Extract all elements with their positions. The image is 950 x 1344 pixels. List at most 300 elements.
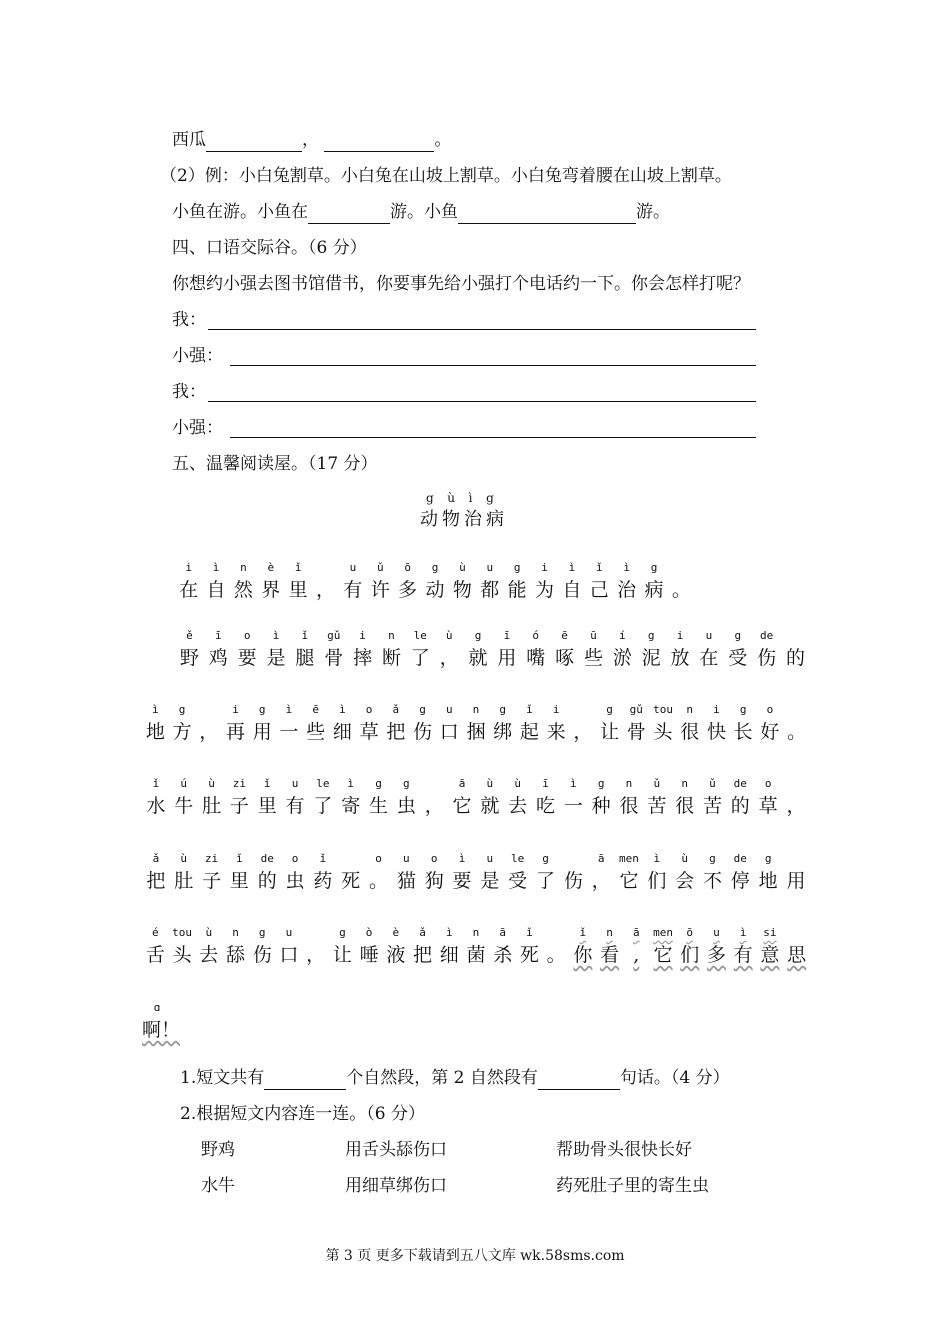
pinyin-syllable: é — [152, 926, 159, 939]
pinyin-line — [142, 851, 810, 867]
hanzi-line — [175, 576, 695, 604]
pinyin-syllable: ì — [339, 703, 346, 716]
hanzi-char: 苦 — [702, 795, 722, 817]
hanzi-char: 都 — [480, 579, 500, 601]
xigua-blank-1[interactable] — [206, 133, 302, 152]
hanzi-char: 杀 — [493, 944, 513, 966]
hanzi-char: 让 — [600, 721, 620, 743]
passage-row-6 — [142, 925, 810, 969]
pinyin-syllable: gǔ — [327, 629, 341, 642]
pinyin-line — [142, 702, 810, 718]
hanzi-char: 很 — [680, 721, 700, 743]
pinyin-syllable: de — [759, 629, 774, 642]
hanzi-char: 把 — [386, 721, 406, 743]
pinyin-syllable: o — [764, 777, 772, 790]
pinyin-syllable: ì — [212, 561, 220, 574]
pinyin-syllable: u — [486, 852, 494, 865]
pinyin-syllable — [302, 925, 329, 941]
hanzi-char: 。 — [671, 579, 691, 601]
pinyin-syllable: n — [606, 926, 613, 939]
passage-tail — [142, 1000, 181, 1044]
hanzi-char: 种 — [591, 795, 611, 817]
dialog-line-4 — [172, 416, 223, 440]
q1-text-c: 句话。（4 分） — [619, 1068, 730, 1088]
pinyin-syllable: ù — [180, 852, 188, 865]
xigua-comma: ， — [302, 130, 319, 150]
hanzi-char: 意 — [760, 944, 780, 966]
hanzi-char: 嘴 — [526, 647, 546, 669]
hanzi-char: 然 — [233, 579, 253, 601]
pinyin-syllable — [195, 702, 222, 718]
hanzi-char: 寄 — [341, 795, 361, 817]
pinyin-syllable: g — [647, 629, 655, 642]
section4-heading: 四、口语交际谷。（6 分） — [172, 238, 367, 258]
hanzi-char: 些 — [306, 721, 326, 743]
pinyin-syllable: í — [619, 629, 626, 642]
hanzi-char: 它 — [653, 944, 673, 966]
hanzi-char: 治 — [617, 579, 637, 601]
hanzi-char: 多 — [398, 579, 418, 601]
hanzi-char: 们 — [647, 870, 667, 892]
pinyin-syllable: ǎ — [419, 926, 426, 939]
dialog-line-1 — [172, 308, 206, 332]
pinyin-syllable: g — [764, 852, 772, 865]
pinyin-syllable: ǎ — [392, 703, 400, 716]
pinyin-syllable: de — [733, 852, 747, 865]
dialog-line-3 — [172, 380, 206, 404]
pinyin-syllable: o — [243, 629, 251, 642]
hanzi-char: 自 — [206, 579, 226, 601]
hanzi-char: 就 — [468, 647, 488, 669]
pinyin-syllable: si — [763, 926, 777, 939]
pinyin-syllable: ǔ — [377, 561, 384, 574]
hanzi-char: 虫 — [285, 870, 305, 892]
hanzi-char: 牛 — [174, 795, 194, 817]
pinyin-syllable: g — [597, 777, 605, 790]
pinyin-syllable: n — [686, 703, 694, 716]
pinyin-syllable: ù — [681, 852, 688, 865]
pinyin-syllable: n — [240, 561, 247, 574]
pinyin-syllable: g — [499, 703, 507, 716]
hanzi-char: 许 — [370, 579, 390, 601]
title-pinyin: g ù ì g — [426, 491, 496, 505]
hanzi-char: 你 — [573, 944, 593, 966]
pinyin-syllable: o — [766, 703, 774, 716]
match-method-2[interactable]: 用细草绑伤口 — [345, 1176, 447, 1196]
hanzi-char: 绑 — [493, 721, 513, 743]
pinyin-syllable: u — [291, 777, 299, 790]
pinyin-syllable: ǐ — [526, 703, 533, 716]
hanzi-char: 多 — [706, 944, 726, 966]
dialog-speaker: 我： — [172, 382, 206, 402]
match-result-1[interactable]: 帮助骨头很快长好 — [556, 1140, 692, 1160]
pinyin-syllable: o — [365, 703, 373, 716]
pinyin-syllable: ì — [739, 926, 747, 939]
pinyin-syllable: g — [339, 926, 346, 939]
pinyin-syllable: g — [431, 561, 439, 574]
fish-blank-1[interactable] — [308, 205, 390, 224]
pinyin-syllable: ù — [445, 629, 453, 642]
pinyin-syllable: u — [486, 561, 494, 574]
hanzi-char: 看 — [600, 944, 620, 966]
hanzi-char: 物 — [452, 579, 472, 601]
hanzi-char: 用 — [786, 870, 806, 892]
hanzi-char: 啄 — [555, 647, 575, 669]
pinyin-syllable: ō — [404, 561, 411, 574]
pinyin-syllable: g — [709, 852, 716, 865]
hanzi-char: 。 — [546, 944, 566, 966]
pinyin-syllable: le — [511, 852, 525, 865]
pinyin-syllable: ā — [458, 777, 466, 790]
pinyin-syllable: ē — [312, 703, 319, 716]
pinyin-syllable — [312, 560, 339, 576]
hanzi-char: 液 — [386, 944, 406, 966]
hanzi-char: 在 — [699, 647, 719, 669]
pinyin-syllable: ù — [459, 561, 466, 574]
pinyin-syllable: ō — [686, 926, 694, 939]
dialog-speaker: 小强： — [172, 346, 223, 366]
hanzi-char: 细 — [439, 944, 459, 966]
pinyin-syllable: g — [606, 703, 613, 716]
hanzi-char: 来 — [546, 721, 566, 743]
hanzi-char: 的 — [785, 647, 805, 669]
pinyin-syllable: ā — [632, 926, 640, 939]
hanzi-char: 病 — [644, 579, 664, 601]
hanzi-line — [142, 941, 810, 969]
pinyin-syllable: ɑ — [153, 1001, 161, 1014]
page-footer: 第 3 页 更多下载请到五八文库 wk.58sms.com — [325, 1248, 625, 1264]
xigua-end: 。 — [434, 130, 452, 150]
hanzi-char: 用 — [252, 721, 272, 743]
pinyin-syllable: u — [445, 703, 453, 716]
pinyin-syllable: g — [739, 703, 747, 716]
hanzi-char: 是 — [480, 870, 500, 892]
pinyin-syllable: tou — [653, 703, 673, 716]
passage-title: 动物治病 — [420, 509, 508, 530]
pinyin-syllable: ù — [205, 926, 213, 939]
hanzi-char: 把 — [146, 870, 166, 892]
hanzi-char: 要 — [237, 647, 257, 669]
fish-blank-2[interactable] — [458, 205, 636, 224]
dialog-answer-line[interactable] — [208, 329, 756, 330]
hanzi-char: 长 — [733, 721, 753, 743]
pinyin-syllable: ě — [186, 629, 193, 642]
hanzi-char: 里 — [288, 579, 308, 601]
hanzi-char: 肚 — [174, 870, 194, 892]
pinyin-syllable: i — [713, 703, 720, 716]
fish-text-b: 游。小鱼 — [390, 202, 458, 222]
xigua-blank-2[interactable] — [324, 133, 434, 152]
pinyin-syllable: g — [734, 629, 742, 642]
hanzi-line — [142, 718, 810, 746]
pinyin-syllable — [668, 560, 695, 576]
hanzi-char: ， — [591, 870, 611, 892]
hanzi-char: 的 — [257, 870, 277, 892]
hanzi-char: 水 — [146, 795, 166, 817]
hanzi-char: 伤 — [757, 647, 777, 669]
hanzi-char: 伤 — [413, 721, 433, 743]
hanzi-line — [142, 867, 810, 895]
hanzi-char: 有 — [343, 579, 363, 601]
hanzi-char: 起 — [519, 721, 539, 743]
pinyin-syllable: ǐ — [152, 777, 160, 790]
hanzi-char: ， — [306, 944, 326, 966]
hanzi-char: 里 — [229, 870, 249, 892]
pinyin-syllable: ī — [214, 629, 222, 642]
hanzi-char: 舌 — [145, 944, 165, 966]
pinyin-syllable — [543, 925, 570, 941]
hanzi-char: 方 — [172, 721, 192, 743]
hanzi-char: 舔 — [226, 944, 246, 966]
pinyin-syllable: u — [349, 561, 357, 574]
pinyin-syllable: ǐ — [263, 777, 271, 790]
pinyin-syllable: u — [705, 629, 713, 642]
question-2: 2.根据短文内容连一连。（6 分） — [180, 1104, 425, 1124]
pinyin-syllable: n — [472, 703, 480, 716]
hanzi-char: 地 — [145, 721, 165, 743]
pinyin-syllable: de — [733, 777, 747, 790]
match-animal-1[interactable]: 野鸡 — [201, 1140, 235, 1160]
pinyin-syllable: de — [260, 852, 274, 865]
pinyin-syllable: o — [430, 852, 438, 865]
hanzi-char: 头 — [172, 944, 192, 966]
pinyin-syllable — [783, 702, 810, 718]
q1-text-b: 个自然段，第 2 自然段有 — [346, 1068, 538, 1088]
hanzi-char: 有 — [733, 944, 753, 966]
pinyin-syllable: zi — [204, 852, 219, 865]
pinyin-syllable: zi — [232, 777, 247, 790]
hanzi-char: 鸡 — [208, 647, 228, 669]
pinyin-syllable: n — [472, 926, 480, 939]
hanzi-char: 菌 — [466, 944, 486, 966]
pinyin-syllable: g — [375, 777, 382, 790]
hanzi-char: 己 — [589, 579, 609, 601]
pinyin-syllable: è — [392, 926, 400, 939]
hanzi-char: 自 — [562, 579, 582, 601]
hanzi-char: 快 — [706, 721, 726, 743]
pinyin-syllable: ù — [486, 777, 494, 790]
pinyin-syllable: ē — [561, 629, 568, 642]
dialog-line-2 — [172, 344, 223, 368]
pinyin-syllable: è — [267, 561, 275, 574]
hanzi-char: 骨 — [626, 721, 646, 743]
pinyin-syllable: ǎ — [152, 852, 160, 865]
dialog-answer-line[interactable] — [208, 401, 756, 402]
pinyin-syllable: i — [552, 703, 560, 716]
hanzi-char: 野 — [179, 647, 199, 669]
hanzi-char: 草 — [758, 795, 778, 817]
pinyin-syllable: tou — [172, 926, 193, 939]
pinyin-syllable: g — [258, 703, 266, 716]
hanzi-char: 不 — [702, 870, 722, 892]
section4-prompt: 你想约小强去图书馆借书，你要事先给小强打个电话约一下。你会怎样打呢？ — [172, 274, 750, 294]
hanzi-char: ， — [199, 721, 219, 743]
pinyin-syllable: ǐ — [319, 852, 327, 865]
tail-pinyin — [142, 1000, 172, 1016]
hanzi-char: 们 — [680, 944, 700, 966]
pinyin-syllable: ǐ — [301, 629, 309, 642]
q1-text-a: 1.短文共有 — [180, 1068, 265, 1088]
fish-line — [172, 200, 670, 224]
hanzi-char: ， — [424, 795, 444, 817]
section5-heading: 五、温馨阅读屋。（17 分） — [172, 454, 378, 474]
hanzi-char: 泥 — [641, 647, 661, 669]
pinyin-syllable: ū — [590, 629, 597, 642]
hanzi-char: 就 — [480, 795, 500, 817]
hanzi-char: 里 — [257, 795, 277, 817]
pinyin-syllable: n — [232, 926, 239, 939]
match-animal-2[interactable]: 水牛 — [201, 1176, 235, 1196]
hanzi-char: ， — [316, 579, 336, 601]
xigua-line — [172, 128, 451, 152]
hanzi-char: 有 — [285, 795, 305, 817]
hanzi-char: 伤 — [252, 944, 272, 966]
pinyin-syllable: g — [474, 629, 482, 642]
match-method-1[interactable]: 用舌头舔伤口 — [345, 1140, 447, 1160]
pinyin-line — [175, 560, 695, 576]
hanzi-char: 死 — [519, 944, 539, 966]
q1-blank-2[interactable] — [538, 1071, 620, 1090]
pinyin-syllable: ì — [623, 561, 630, 574]
pinyin-syllable: ī — [542, 777, 549, 790]
pinyin-syllable: g — [403, 777, 410, 790]
hanzi-char: 它 — [619, 870, 639, 892]
pinyin-syllable: ì — [653, 852, 661, 865]
dialog-answer-line[interactable] — [230, 437, 756, 438]
pinyin-syllable: g — [513, 561, 521, 574]
pinyin-line — [175, 628, 810, 644]
pinyin-syllable: i — [232, 703, 239, 716]
pinyin-syllable: ì — [285, 703, 293, 716]
hanzi-char: 骨 — [324, 647, 344, 669]
dialog-speaker: 我： — [172, 310, 206, 330]
q1-blank-1[interactable] — [264, 1071, 346, 1090]
hanzi-char: 一 — [279, 721, 299, 743]
pinyin-syllable: le — [316, 777, 330, 790]
hanzi-char: 好 — [760, 721, 780, 743]
pinyin-syllable: u — [285, 926, 293, 939]
hanzi-char: 再 — [226, 721, 246, 743]
pinyin-syllable: ī — [503, 629, 511, 642]
question-1 — [180, 1066, 730, 1090]
pinyin-syllable: ǐ — [526, 926, 533, 939]
pinyin-syllable: ǔ — [653, 777, 661, 790]
hanzi-char: 了 — [313, 795, 333, 817]
pinyin-syllable: ó — [532, 629, 540, 642]
hanzi-char: 在 — [179, 579, 199, 601]
hanzi-char: 子 — [202, 870, 222, 892]
hanzi-char: 要 — [452, 870, 472, 892]
pinyin-syllable: ā — [499, 926, 507, 939]
pinyin-syllable: ò — [365, 926, 373, 939]
pinyin-line — [142, 776, 810, 792]
pinyin-syllable: u — [403, 852, 410, 865]
fish-text-a: 小鱼在游。小鱼在 — [172, 202, 308, 222]
hanzi-char: 用 — [497, 647, 517, 669]
pinyin-syllable: n — [681, 777, 688, 790]
hanzi-char: 狗 — [424, 870, 444, 892]
hanzi-char: , — [633, 944, 640, 966]
pinyin-syllable: n — [625, 777, 633, 790]
passage-row-3 — [142, 702, 810, 746]
hanzi-char: 口 — [279, 944, 299, 966]
hanzi-char: 唾 — [359, 944, 379, 966]
hanzi-char: 。 — [369, 870, 389, 892]
hanzi-char: 口 — [439, 721, 459, 743]
pinyin-syllable: men — [653, 926, 673, 939]
hanzi-char: 药 — [313, 870, 333, 892]
hanzi-char: 吃 — [536, 795, 556, 817]
pinyin-syllable: ǐ — [579, 926, 587, 939]
pinyin-syllable — [782, 851, 810, 867]
hanzi-char: 苦 — [647, 795, 667, 817]
hanzi-char: 界 — [261, 579, 281, 601]
hanzi-char: 生 — [369, 795, 389, 817]
hanzi-char: 头 — [653, 721, 673, 743]
pinyin-syllable: ù — [514, 777, 521, 790]
hanzi-char: 淤 — [612, 647, 632, 669]
pinyin-syllable: ú — [180, 777, 188, 790]
hanzi-char: 子 — [229, 795, 249, 817]
hanzi-char: 了 — [536, 870, 556, 892]
hanzi-char: 会 — [675, 870, 695, 892]
tail-hanzi — [142, 1016, 181, 1044]
pinyin-syllable: u — [713, 926, 720, 939]
pinyin-syllable — [570, 702, 597, 718]
hanzi-char: 为 — [535, 579, 555, 601]
dialog-answer-line[interactable] — [230, 365, 756, 366]
hanzi-char: 。 — [787, 721, 807, 743]
pinyin-syllable: g — [419, 703, 426, 716]
hanzi-char: 摔 — [353, 647, 373, 669]
pinyin-syllable: i — [541, 561, 548, 574]
hanzi-char: ， — [573, 721, 593, 743]
pinyin-syllable — [783, 925, 810, 941]
passage-row-5 — [142, 851, 810, 895]
hanzi-char: 思 — [787, 944, 807, 966]
hanzi-char: 它 — [452, 795, 472, 817]
passage-row-2 — [175, 628, 810, 672]
hanzi-char: 捆 — [466, 721, 486, 743]
hanzi-char: 能 — [507, 579, 527, 601]
pinyin-syllable: men — [619, 852, 639, 865]
pinyin-syllable: i — [676, 629, 684, 642]
hanzi-char: 动 — [425, 579, 445, 601]
pinyin-syllable: ā — [597, 852, 605, 865]
hanzi-char: ， — [786, 795, 806, 817]
hanzi-char: ， — [439, 647, 459, 669]
xigua-label: 西瓜 — [172, 130, 206, 150]
match-result-2[interactable]: 药死肚子里的寄生虫 — [556, 1176, 709, 1196]
pinyin-syllable: o — [291, 852, 299, 865]
pinyin-syllable: i — [359, 629, 366, 642]
hanzi-char: 放 — [670, 647, 690, 669]
pinyin-syllable: ì — [152, 703, 159, 716]
pinyin-syllable: ì — [458, 852, 466, 865]
hanzi-char: 腿 — [295, 647, 315, 669]
pinyin-line — [142, 925, 810, 941]
example-2: （2）例：小白兔割草。小白兔在山坡上割草。小白兔弯着腰在山坡上割草。 — [160, 166, 732, 186]
passage-row-1 — [175, 560, 695, 604]
pinyin-syllable: g — [258, 926, 266, 939]
fish-text-c: 游。 — [636, 202, 670, 222]
pinyin-syllable: n — [388, 629, 395, 642]
hanzi-char: 很 — [675, 795, 695, 817]
hanzi-char: 让 — [332, 944, 352, 966]
hanzi-char: 把 — [413, 944, 433, 966]
passage-row-4 — [142, 776, 810, 820]
hanzi-char: 地 — [758, 870, 778, 892]
